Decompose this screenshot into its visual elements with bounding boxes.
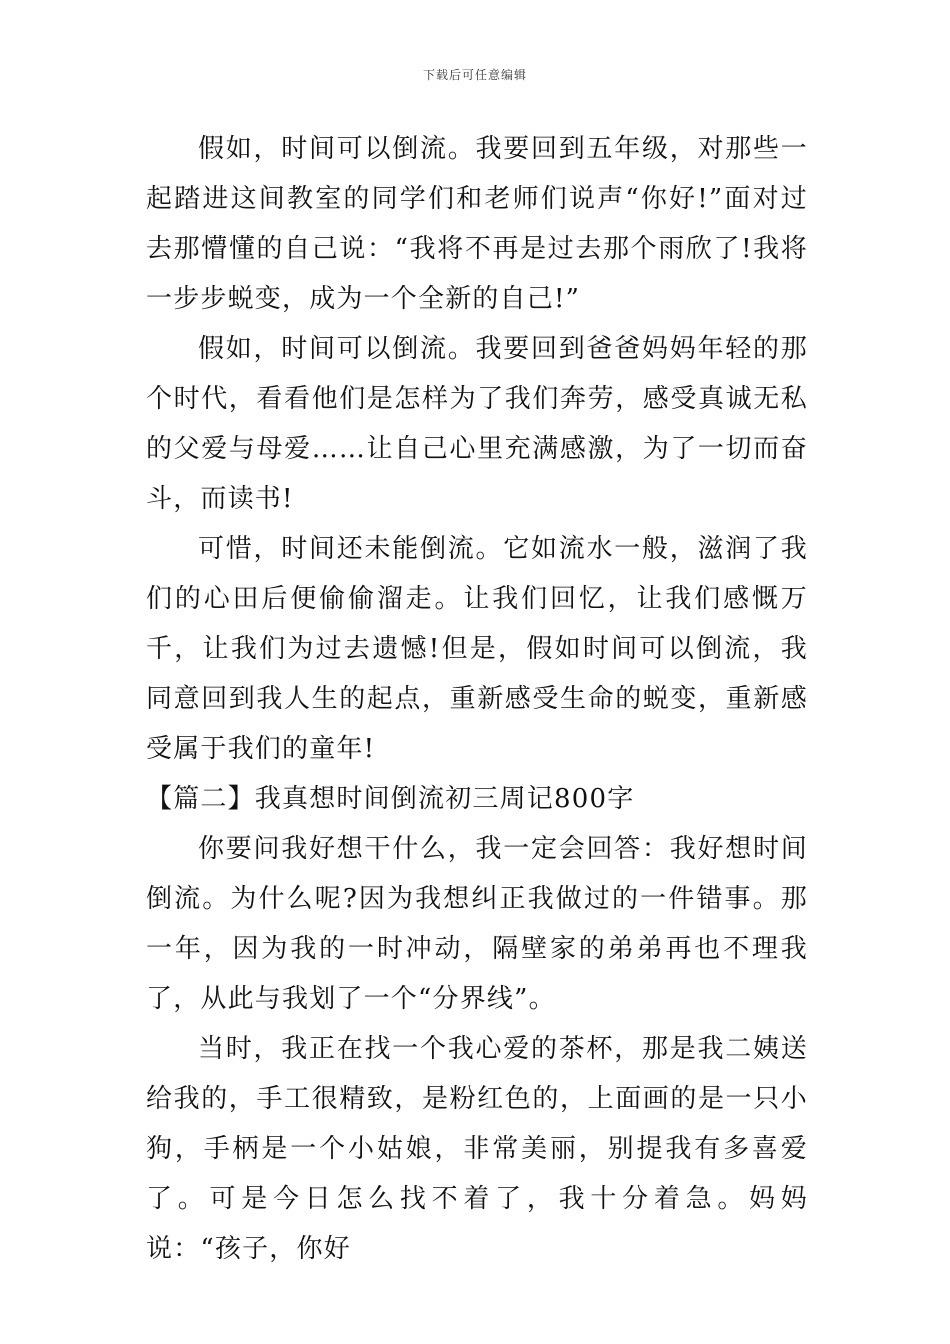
- paragraph-3: 可惜，时间还未能倒流。它如流水一般，滋润了我们的心田后便偷偷溜走。让我们回忆，让我们感慨万千，让我们为过去遗憾!但是，假如时间可以倒流，我同意回到我人生的起点，重新感受生命的蜕变，重新感受属于我们的童年!: [146, 534, 808, 764]
- paragraph-2: 假如，时间可以倒流。我要回到爸爸妈妈年轻的那个时代，看看他们是怎样为了我们奔劳，感受真诚无私的父爱与母爱……让自己心里充满感激，为了一切而奋斗，而读书!: [146, 334, 808, 514]
- document-body: [146, 124, 808, 1274]
- section-paragraph-1: 你要问我好想干什么，我一定会回答：我好想时间倒流。为什么呢?因为我想纠正我做过的一件错事。那一年，因为我的一时冲动，隔壁家的弟弟再也不理我了，从此与我划了一个“分界线”。: [146, 834, 808, 1014]
- section-paragraph-2: 当时，我正在找一个我心爱的茶杯，那是我二姨送给我的，手工很精致，是粉红色的，上面画的是一只小狗，手柄是一个小姑娘，非常美丽，别提我有多喜爱了。可是今日怎么找不着了，我十分着急。妈妈说：“孩子，你好: [146, 1034, 808, 1264]
- paragraph-1: 假如，时间可以倒流。我要回到五年级，对那些一起踏进这间教室的同学们和老师们说声“你好!”面对过去那懵懂的自己说：“我将不再是过去那个雨欣了!我将一步步蜕变，成为一个全新的自己!”: [146, 134, 808, 314]
- page-header-note: 下载后可任意编辑: [422, 68, 527, 82]
- section-heading: 【篇二】我真想时间倒流初三周记800字: [146, 784, 635, 814]
